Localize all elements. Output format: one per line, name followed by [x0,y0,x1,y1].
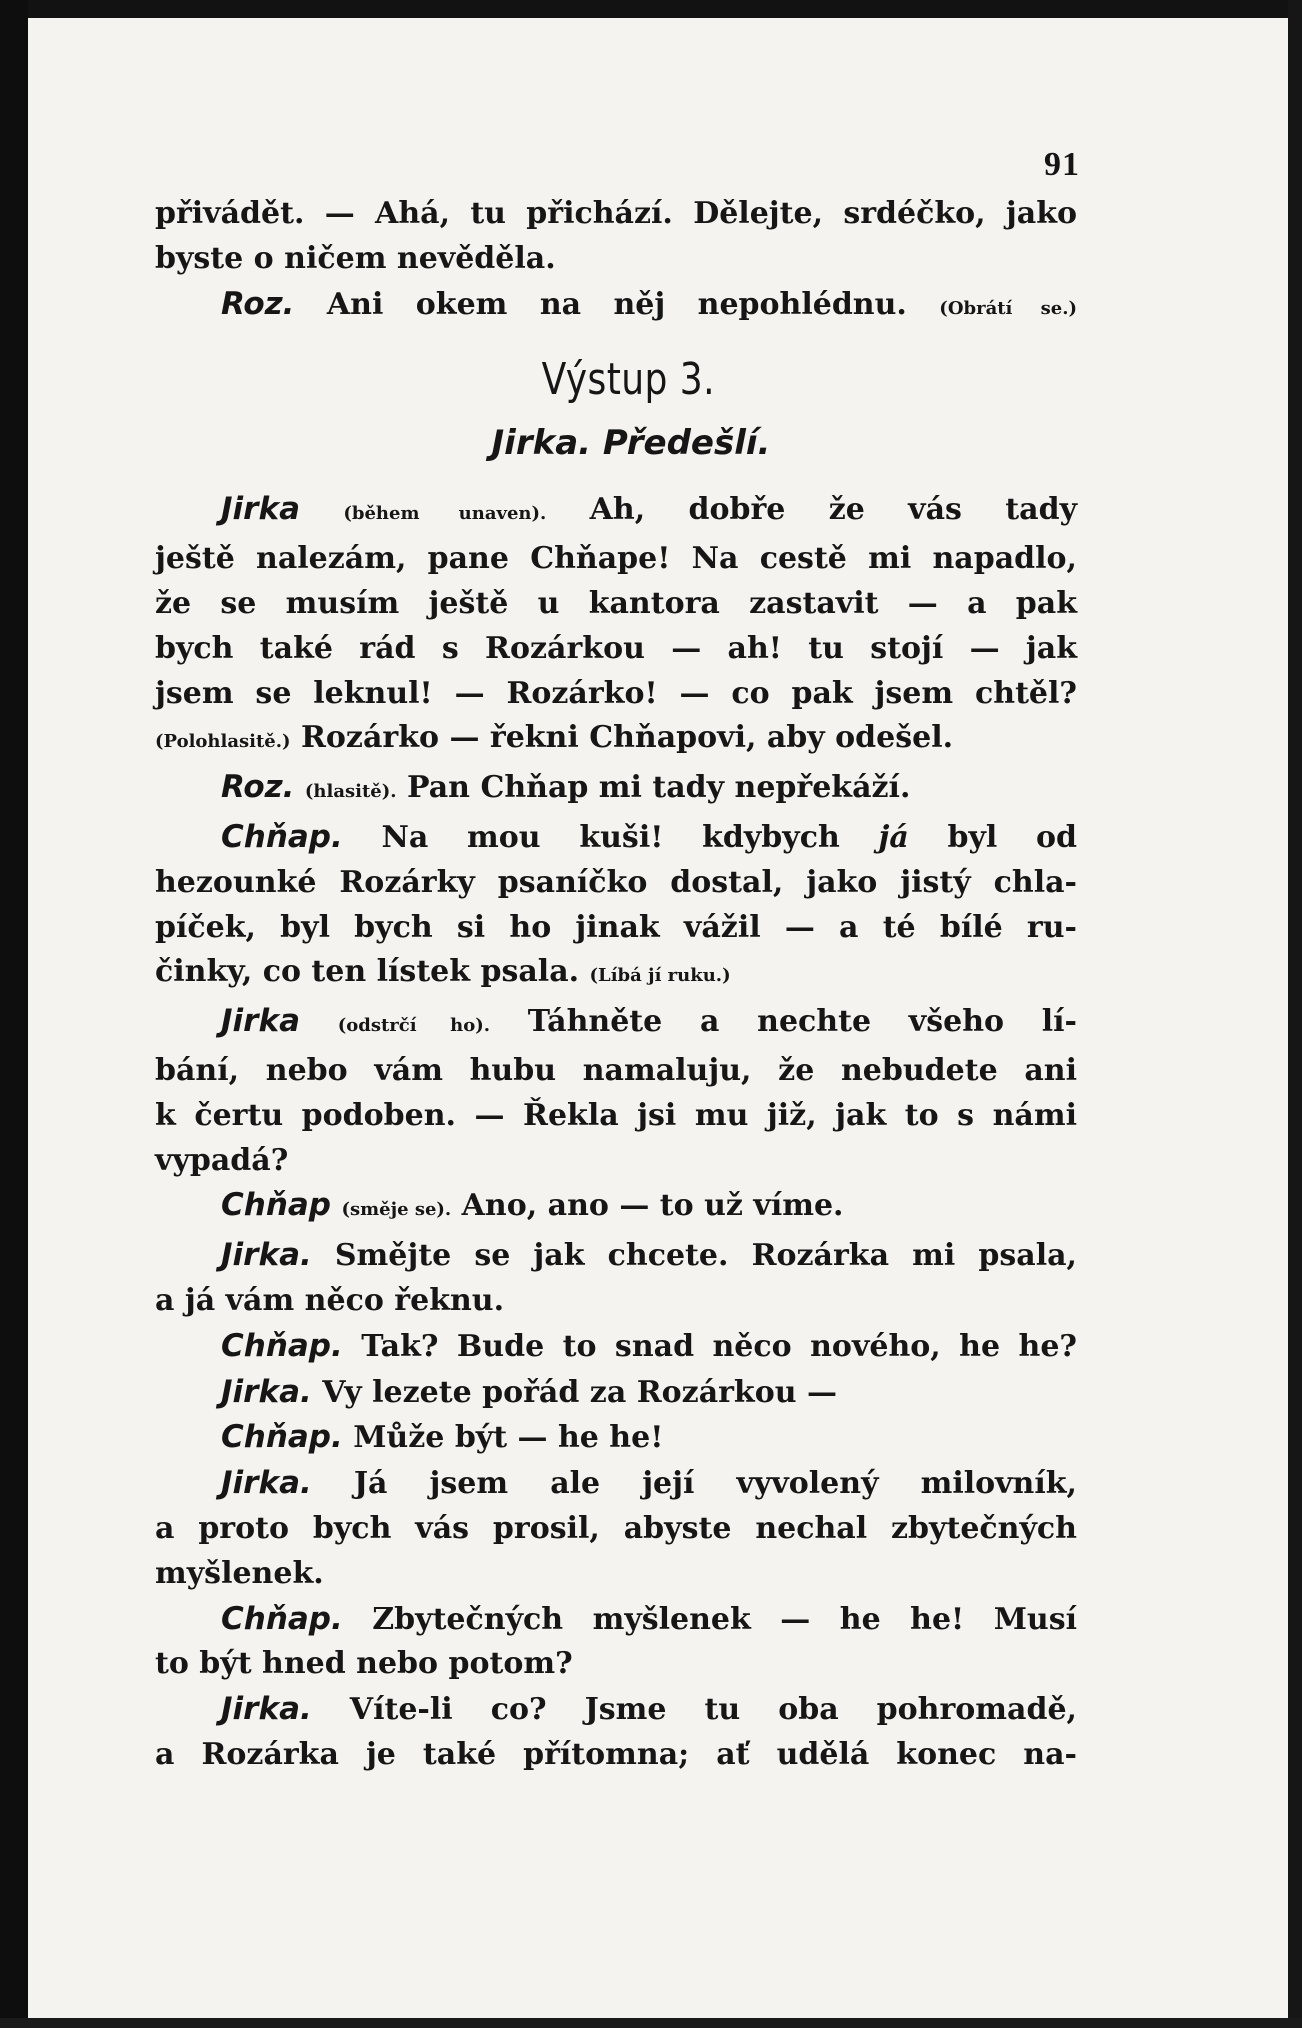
emphasis: já [878,819,909,855]
stage-direction: (hlasitě). [304,781,397,803]
text-line [155,999,1077,1049]
line-text: Zbytečných myšlenek — he he! Musí [342,1601,1077,1637]
line-text [300,492,343,527]
text-line [155,582,1077,627]
text-line [155,1461,1077,1507]
stage-direction: (Líbá jí ruku.) [589,965,731,987]
line-text: že se musím ještě u kantora zastavit — a pak [155,585,1077,621]
speaker-name: Chňap. [221,1419,343,1456]
text-line [155,672,1077,717]
line-text: a Rozárka je také přítomna; ať udělá konec na- [155,1736,1077,1772]
line-text: Na mou kuši! kdybych [342,819,879,855]
text-line [155,1094,1077,1139]
line-text: a já vám něco řeknu. [155,1282,505,1318]
text-line [155,1049,1077,1094]
stage-direction: (během unaven). [343,503,547,525]
scene-2-ending [155,192,1077,331]
stage-direction: (odstrčí ho). [337,1015,490,1037]
text-line [155,1552,1077,1597]
line-text: Táhněte a nechte všeho lí- [489,1004,1077,1040]
line-text: bych také rád s Rozárkou — ah! tu stojí — jak [155,630,1077,666]
line-text: píček, byl bych si ho jinak vážil — a té bílé ru- [155,909,1077,945]
line-text: k čertu podoben. — Řekla jsi mu již, jak to s námi [155,1097,1077,1133]
line-text: Smějte se jak chcete. Rozárka mi psala, [311,1238,1077,1274]
stage-direction: (směje se). [341,1199,452,1221]
speaker-name: Jirka [221,1003,300,1040]
text-line [155,627,1077,672]
line-text: jsem se leknul! — Rozárko! — co pak jsem chtěl? [155,675,1077,711]
speaker-name: Jirka. [221,1691,312,1728]
line-text: ještě nalezám, pane Chňape! Na cestě mi napadlo, [155,541,1077,577]
page-text [155,192,1077,1778]
line-text: Vy lezete pořád za Rozárkou — [311,1374,837,1410]
line-text: bání, nebo vám hubu namaluju, že nebudete ani [155,1052,1077,1088]
text-line [155,487,1077,537]
line-text: Rozárko — řekni Chňapovi, aby odešel. [290,720,954,756]
page-number: 91 [1044,146,1080,183]
line-text [331,1188,341,1223]
line-text: Já jsem ale její vyvolený milovník, [311,1466,1077,1502]
speaker-name: Roz. [221,285,295,322]
scan-edge-top [0,0,1302,18]
text-line [155,1597,1077,1643]
line-text: přivádět. — Ahá, tu přichází. Dělejte, srdéčko, jako [155,196,1077,231]
text-line [155,1279,1077,1324]
line-text: Víte-li co? Jsme tu oba pohromadě, [311,1692,1077,1728]
text-line [155,282,1077,332]
text-line [155,1233,1077,1279]
speaker-name: Chňap. [221,1600,343,1637]
text-line [155,950,1077,999]
speaker-name: Jirka. [221,1373,312,1410]
text-line [155,716,1077,765]
line-text: činky, co ten lístek psala. [155,954,590,990]
scan-edge-left [0,0,28,2028]
line-text: to být hned nebo potom? [155,1646,573,1682]
text-line [155,1139,1077,1184]
scene-heading: Výstup 3. [541,354,715,406]
text-line [155,1642,1077,1687]
line-text: vypadá? [155,1142,289,1178]
line-text [294,770,304,805]
line-text: Tak? Bude to snad něco nového, he he? [342,1328,1077,1364]
line-text: byste o ničem nevěděla. [155,240,556,276]
speaker-name: Chňap [221,1187,331,1224]
text-line [155,1324,1077,1370]
text-line [155,537,1077,582]
text-line [155,815,1077,861]
line-text: Ano, ano — to už víme. [451,1188,844,1224]
speaker-name: Jirka. [221,1237,312,1274]
speaker-name: Jirka. [221,1465,312,1502]
text-line [155,861,1077,906]
scene-3-dialogue [155,487,1077,1777]
scan-edge-bottom [0,2018,1302,2028]
line-text: byl od [908,819,1077,855]
line-text: Ani okem na něj nepohlédnu. [294,286,940,322]
line-text: Ah, dobře že vás tady [546,492,1077,528]
scene-characters: Jirka. Předešlí. [491,423,771,464]
line-text: a proto bych vás prosil, abyste nechal zbytečných [155,1510,1077,1546]
line-text: Může být — he he! [342,1420,664,1456]
text-line [155,765,1077,815]
text-line [155,237,1077,282]
speaker-name: Jirka [221,491,300,528]
text-line [155,1370,1077,1416]
text-line [155,1507,1077,1552]
line-text [300,1004,338,1039]
text-line [155,1415,1077,1461]
text-line [155,1687,1077,1733]
text-line [155,192,1077,237]
line-text: hezounké Rozárky psaníčko dostal, jako jistý chla- [155,864,1077,900]
stage-direction: (Polohlasitě.) [155,731,291,753]
speaker-name: Roz. [221,769,295,806]
stage-direction: (Obrátí se.) [939,297,1077,319]
scan-edge-right [1288,0,1302,2028]
speaker-name: Chňap. [221,1327,343,1364]
line-text: Pan Chňap mi tady nepřekáží. [396,770,911,806]
text-line [155,906,1077,951]
text-line [155,1183,1077,1233]
speaker-name: Chňap. [221,818,343,855]
text-line [155,1733,1077,1778]
line-text: myšlenek. [155,1555,324,1591]
